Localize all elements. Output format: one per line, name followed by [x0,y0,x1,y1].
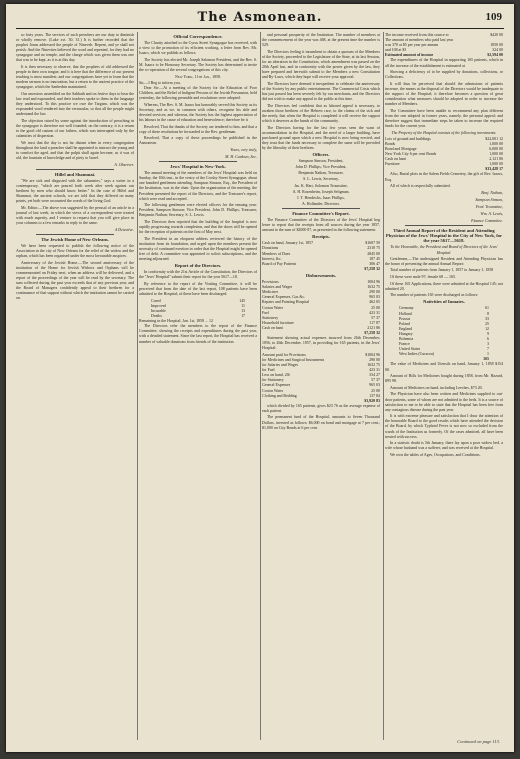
table-total: $3,920 83 [364,397,380,403]
subsection-heading: Disbursements. [305,272,337,278]
column-3 [262,32,380,740]
newspaper-page [6,4,514,752]
signature: A Detective. [114,226,134,232]
article-paragraph: It is with extreme pleasure and satisfaction that I draw the attention of the honorable Board to the good results which have attended the decision of the Board, by which Typhoid Fever is not now so excluded from the wards of the Institution as formerly. Of the cases admitted, all have been treated with success. [385,413,503,439]
article-paragraph: "We are sick and disgusted with the calumnies," says a writer in a contemporary, "which are poured forth week after week against our brethren by men who should know better." In the case of Hillel and Shammai, the ancient schools, we are told that they differed on many points, yet both were accounted the words of the living God. [16,177,134,204]
table-row: Croton Water 25 00 [262,304,380,310]
table-row: Clothing and Bedding 137 84 [262,392,380,398]
table-row: France 3 [399,341,489,347]
table-row: Poland 25 [399,320,489,326]
table-row: Salaries and Wages 1632 75 [262,284,380,290]
article-paragraph: Gentlemen,—The undersigned Resident and Attending Physician has the honor of presenting the annual Annual Report: [385,255,503,266]
table-row: The amount of members who paid last year [385,37,454,43]
article-paragraph: All of which is respectfully submitted. [390,183,451,189]
table-row: Cash on hand 2,121 86 [385,156,503,162]
table-row: Fuel 423 31 [262,309,380,315]
article-paragraph: The Charity attached to the Cyrus Street Synagogue has received, with a view to the promotion of its efficient working, a letter from Rev. Mr. Isaacs, which we publish as follows. [139,40,257,56]
article-paragraph: The value of Medicines and Utensils on hand, January 1, 1858 $154 00. [385,361,503,372]
continued-note: Continued on page 113. [457,739,500,744]
officer-line: A. Hollander, Directors. [301,200,340,206]
table-row: Board of Pay Patients 306 47 [262,260,380,266]
article-paragraph: The Directors have deemed it inexpedient to celebrate the anniversary of the Society by any public entertainment. The Commercial Crisis which has just passed has been severely felt by our merchants, and the Directors did not wish to make any appeal to the public at this time. [262,80,380,102]
table-row: New York City 6 per cent Bonds 1,000 00 [385,151,503,157]
article-paragraph: We own the tables of Ages, Occupations, and Conditions. [390,451,481,457]
table-row: Lots of ground and buildings $22,001 12 [385,135,503,141]
column-rule [260,32,261,740]
table-row: Cured 145 [151,297,245,303]
table-row: Provisions 1004 96 [262,279,380,285]
section-heading: Hillel and Shammai. [54,171,96,177]
article-paragraph: Resolved, That the thanks of the Society are tendered to him, and that a copy of these resolutions be forwarded to the Rev. gentleman. [139,123,257,134]
column-rule [383,32,384,740]
article-paragraph: Mr. Editor.—The above was suggested by the perusal of an article in a journal of last week, in which the views of a correspondent were treated with much asperity, and I venture to request that you will give place in your columns to a few remarks in reply to the same. [16,204,134,226]
table-row: West Indies (Curacoa) 1 [399,351,489,357]
table-row: Amount paid for Provisions $1004 96 [262,351,380,357]
article-paragraph: The Finance Committee of the Directors of the Jews' Hospital beg leave to report that the receipts from all sources during the year 1857, amount to the sum of $2000 87, as presented in the following statement: [262,217,380,233]
page-header [16,10,504,29]
table-row: Hungary 9 [399,330,489,336]
article-paragraph: We have been requested to publish the following notice of the Association in the city of New Orleans for the relief of the widow and the orphan, which has been organised under the most favourable auspices. [16,242,134,259]
divider [405,225,483,226]
table-total: $7,258 32 [364,265,380,271]
table-row: Improved 11 [151,302,245,308]
article-paragraph: Dear Sir:—At a meeting of the Society for the Education of Poor Children, and the Relief of Indigent Persons of the Jewish Persuasion, held yesterday, the following preamble and resolutions were adopted: [139,84,257,101]
article-paragraph: The objection raised by some against the introduction of preaching in the synagogue is therefore not well founded; on the contrary, it is a return to the good old custom of our fathers, which was interrupted only by the calamities of dispersion. [16,118,134,139]
table-row: Less on hand, 20t 334 27 [262,372,380,378]
table-row: Prussia 33 [399,315,489,321]
article-paragraph: Also, Burial plots in the Salem Fields Cemetery, the gift of Rev. Isaacs, Esq. [385,171,503,182]
closing: Yours, very truly, [230,146,257,152]
article-paragraph: and personal prosperity of the Institution. The number of members at the commencement of the year was 468, at the present time the number is 529. [262,32,380,48]
subsection-heading: Receipts. [312,234,330,240]
officer-line: A. H. Rosenheim, Joseph Seligman, [292,188,350,194]
officer-line: John D. Phillips, Vice President, [295,164,347,170]
column-2 [139,32,257,740]
table-row: and 108 at $3 324 00 [385,47,503,53]
table-row: Bond and Mortgage 6,000 00 [385,145,503,151]
officer-line: I. T. Hendricks, Isaac Phillips, [297,194,345,200]
article-paragraph: The number of patients 165 were discharged as follows: [390,292,479,298]
section-heading: Finance Committee's Report. [292,210,350,216]
table-row: Bonds 1,000 00 [385,140,503,146]
table-total: $7,258 32 [364,329,380,335]
section-heading: Official Correspondence. [173,34,223,39]
article-paragraph: Resolved, That a copy of these proceedings be published in the Asmonean. [139,135,257,146]
article-paragraph: Our ancestors assembled on the Sabbath and on festive days to hear the law read and expounded, and their teachers spoke to them in the language they understood. To this practice we owe the Targum, which was the expounded word rendered into the vernacular, so that all the people might understand the law. [16,91,134,117]
salutation: Sir,—I Beg to inform you, [139,79,181,85]
signature: A. Observer. [114,161,134,167]
article-paragraph: The Directors refer the members to the report of the Finance Committee, showing the receipts and expenditures during the past year, with a detailed statement. Since the last report, the Hospital has received a number of valuable donations from friends of the institution. [139,323,257,344]
table-row: Croton Water 25 00 [262,387,380,393]
article-paragraph: In a statistic doubt is 5th January, there lay upon a poor widow bed, a wife whose husband was a sufferer, and was received at the Hospital. [385,440,503,451]
divider [159,161,237,162]
property-heading: The Property of the Hospital consists of the following investments: [391,129,497,135]
table-row: Stationery 57 37 [262,314,380,320]
article-paragraph: The Directors feeling it incumbent to obtain a quorum of the Members of the Society, proceeded to the Legislature of the State, at its last Session, for an alteration in the Constitution, which amendment was passed on the 20th April last, and in conformity with the power given by the law, they have prepared and herewith submit to the Members a new Constitution and By-Laws, which they hope will receive your approval. [262,48,380,80]
officer-line: S. L. Lewis, Secretary, [303,176,339,182]
article-paragraph: The following gentlemen were elected officers for the ensuing year: President, Sampson Simson; Vice President, John D. Phillips; Treasurer, Benjamin Nathan; Secretary, S. L. Lewis. [139,202,257,218]
column-rule [137,32,138,740]
table-row: Repairs and Painting Hospital 462 05 [262,299,380,305]
divider [36,234,114,235]
table-row: Cash on hand 2121 86 [262,324,380,330]
article-paragraph: Total number of patients from January 1, 1857 to January 1, 1858 [390,267,494,273]
table-row: Estimated amount of income $2,594 00 [385,52,503,58]
section-heading: The Jewish Home of New Orleans. [41,236,109,242]
article-paragraph: The Directors having for the last few years seen the want of accommodation in the Hospital, and the need of a larger building, have purchased ground upon which a new Hospital is now being erected, and they trust that the funds necessary to complete the same will be provided by the liberality of their brethren. [262,124,380,150]
article-paragraph: Amount of Bills for Medicines bought during 1858, from Mr. Hazard, $95 98. [385,373,503,384]
table-row: Bohemia 6 [399,335,489,341]
signer: Wm. A. Lewis, [480,211,503,216]
divider [282,208,360,209]
table-row: for Stationery 57 37 [262,377,380,383]
article-paragraph: which divided by 165 patients, gives $23 76 as the average expense of each patient. [262,402,380,413]
officer-line: Jas. K. Hart, Solomon Trounstine, [294,182,348,188]
article-paragraph: By reference to the report of the Visiting Committee, it will be perceived that from the date of the last report, 108 patients have been admitted to the Hospital; of these have been discharged: [139,281,257,297]
section-heading: Report of the Directors. [174,263,222,269]
signer: Sampson Simson, [475,196,503,202]
table-row: for Fuel 423 31 [262,367,380,373]
page-number: 109 [485,11,502,23]
article-paragraph: We trust that the day is not far distant when in every congregation throughout the land a preacher shall be appointed to instruct the young and to comfort the aged, and that the pulpit shall again become, as it was of old, the fountain of knowledge and of piety to Israel. [16,139,134,161]
article-paragraph: Anniversary of the Jewish Home.—The second anniversary of the institution of the Home for Jewish Widows and Orphans will be commemorated on Friday next, when an address will be delivered, and a report of the proceedings of the year will be read by the secretary. The sum collected during the past year exceeds that of any previous year, and the Board of Managers confidently appeal to their brethren for a continuance of that support without which the institution cannot be carried on. [16,259,134,301]
article-paragraph: It will thus be perceived that should the admissions of patients increase, the means at the disposal of the Directors would be inadequate to the support of the Hospital; it therefore becomes a question of great consideration what measures should be adopted in order to increase the number of Members. [385,80,503,107]
article-paragraph: The permanent fund of the Hospital, amounts to Seven Thousand Dollars, invested as follows: $6,000 on bond and mortgage at 7 per cent.; $1,000 on City Bonds at 6 per cent. [262,414,380,430]
article-paragraph: Whereas, The Rev. S. M. Isaacs has honorably served this Society as its Secretary, and as we, in common with others, recognise his able and devoted services; and whereas, the Society has the highest appreciation of his labours in the cause of education and benevolence; therefore be it [139,101,257,122]
subsection-heading: Nativities of Inmates. [423,299,465,305]
table-total: 165 [483,356,489,362]
article-paragraph: The Directors then reported that the building of the hospital is now rapidly progressing towards completion, and that the doors will be opened for the reception of patients on the first of May next. [139,219,257,235]
article-paragraph: The Society has elected Mr. Joseph Salomon President, and the Rev. S. M. Isaacs to be Honorary Secretary. The Society has determined to invite the co-operation of the several congregations of this city. [139,56,257,73]
article-paragraph: so forty years. The services of such preachers are our duty to diminish or wholly remove. (Luke xvi. 30, 31.) It is further recorded that the prophet Jonas addressed the people of Nineveh. Repent, and ye shall not perish. And the Ninevites believed the word and repented, for they had no synagogue and no temple, and the charge which was given them was one that was to be kept, as it is at this day. [16,32,134,63]
article-paragraph: It is then necessary to observe, that the prophets of old addressed the people in their own tongue, and it is here that the difference of our present teaching is most manifest; and our congregations have yet to learn that the modern sermon is no innovation, but a return to the ancient practice of the synagogue, which the Sanhedrin maintained. [16,64,134,90]
article-paragraph: Of these 165 Applications, there were admitted at the Hospital 145; not admitted 20. [385,280,503,291]
article-paragraph: Of these were male 97; female 68 — 165. [390,273,456,279]
article-paragraph: The Committee have been unable to recommend any plan different from the one adopted in former years, namely, the personal appeal; and therefore suggest that immediate steps be taken to increase the required funds for the current year. [385,107,503,129]
signer: Benj. Nathan, [481,189,503,195]
article-paragraph: The annual meeting of the members of the Jews' Hospital was held on Sunday, the 10th inst., in the vestry of the Crosby Street Synagogue, about one hundred gentlemen attending. Sampson Simson, Esq., the President of the Institution, was in the chair. Upon the organisation of the meeting, the President presented the report of the Directors, and the Treasurer's report, which were read and accepted. [139,170,257,201]
table-row: The income received from this source to $420 00 [385,32,503,37]
article-paragraph: Amount of Medicines on hand, including Leeches, $73 20. [390,384,483,390]
signer: Finance Committee. [471,218,503,224]
table-row: England 12 [399,325,489,331]
table-row: Interest, &c. 187 45 [262,255,380,261]
table-row: Donations 2318 75 [262,245,380,251]
table-row: for Salaries and Wages 1632 75 [262,362,380,368]
article-paragraph: The President in an eloquent address reviewed the history of the institution from its foundation, and urged upon the members present the necessity of continued exertion in order that the Hospital might be opened free of debt. A committee was appointed to solicit subscriptions, and the meeting adjourned. [139,235,257,262]
table-row: Germany 61 [399,305,489,311]
table-row: Cash on hand, January 1st, 1857 $1607 50 [262,240,380,246]
table-row: Holland 8 [399,310,489,316]
column-1 [16,32,134,740]
divider [36,169,114,170]
table-row: General Expenses 965 03 [262,382,380,388]
table-row: General Expenses, Gas &c. 965 03 [262,294,380,300]
masthead-title: The Asmonean. [197,10,323,25]
dateline: New York, 11th Jan., 1858. [175,73,221,79]
article-paragraph: The Directors feel confident that as labored appeal is necessary, to awaken those brethren of the Hebrew race, to the claims of the sick and the needy, that when the Hospital is completed it will receive the support which it deserves at the hands of the community. [262,102,380,123]
section-heading: Jews' Hospital in New-York. [170,164,226,170]
article-paragraph: In conformity with the 21st Article of the Constitution, the Directors of the "Jews' Hospital" submit their report for the year 5617—18. [139,269,257,280]
article-paragraph: Statement showing actual expenses incurred from 26th December, 1856, to 26th December, 1857, in providing for 165 patients, in the Jews' Hospital: [262,335,380,351]
table-row: Deaths 17 [151,313,245,319]
table-row: was 370 at $5 per year per annum 1850 00 [385,42,503,48]
remaining-line: Remaining in the Hospital, Jan. 1st, 1858 ... 12 [139,318,213,324]
article-paragraph: The Physician have also been written and Medicines supplied to out-door patients, some of whom are not admitted to the beds. It is a source of satisfaction to me to be able to state that the Hospital has been free from any contagious disease during the past year. [385,391,503,412]
table-row: United States 7 [399,346,489,352]
table-total: $33,428 17 [485,166,503,172]
article-paragraph: The expenditures of the Hospital in supporting 165 patients, which in all the increase of the establishment is estimated at [385,57,503,68]
officer-line: Benjamin Nathan, Treasurer, [298,170,344,176]
section-heading: Officers. [312,152,330,158]
table-row: Incurable 13 [151,308,245,313]
table-row: for Medicines and Surgical Instruments 290 00 [262,356,380,362]
section-heading: Third Annual Report of the Resident and Attending Physician of the Jews' Hospital in the City of New York, for the year 5617—5618. [385,228,503,244]
signature: M. H. Cardozo, Sec. [225,153,257,159]
table-row: Members of Dues 2845 00 [262,250,380,256]
address-line: To the Honorable, the President and Board of Directors of the Jews' Hospital. [390,244,498,255]
signer: Fred. Trounstine, [475,203,503,209]
column-4 [385,32,503,740]
table-row: Furniture 1,000 00 [385,161,503,167]
table-row: Medicines 290 00 [262,289,380,295]
table-row: Household furniture 117 87 [262,319,380,325]
article-paragraph: Showing a deficiency of to be supplied by donations, collections, or Collections. [385,69,503,80]
officer-line: Sampson Simson, President, [298,158,344,164]
